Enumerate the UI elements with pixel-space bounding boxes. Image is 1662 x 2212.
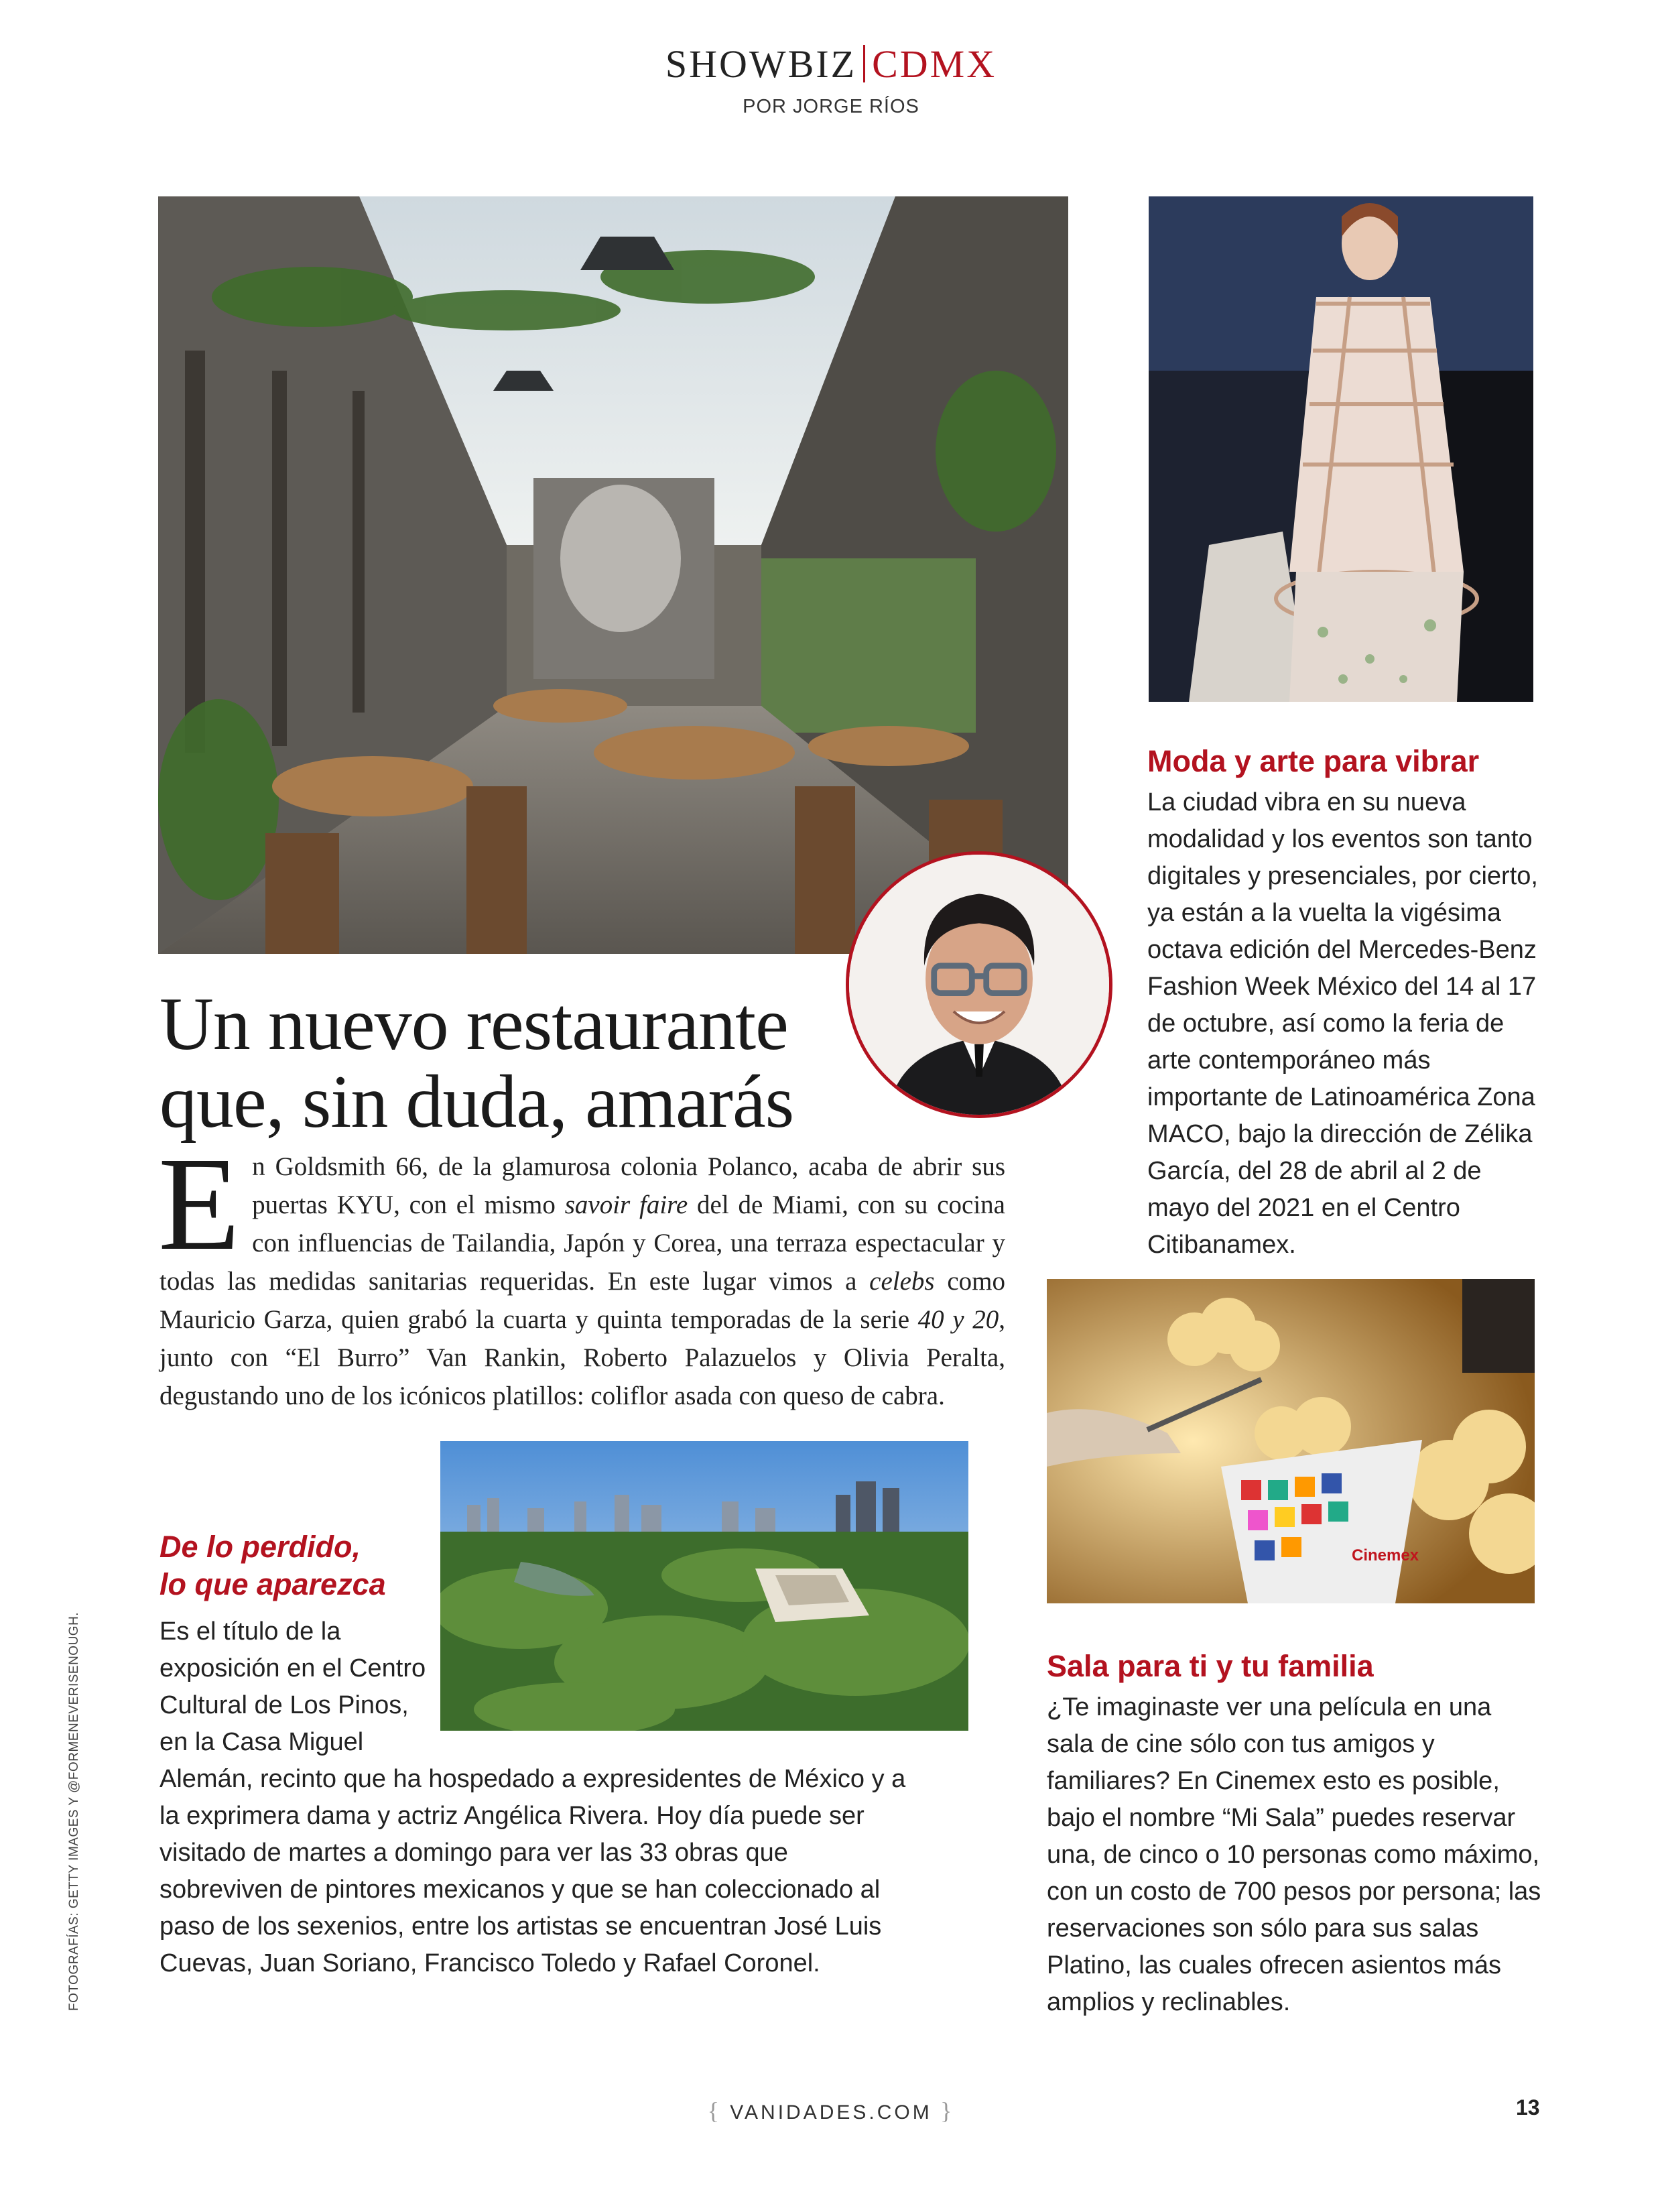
- section-title: [0, 42, 1662, 86]
- dropcap: E: [158, 1130, 241, 1278]
- popcorn-photo: [1047, 1279, 1535, 1603]
- restaurant-photo: [158, 196, 1068, 954]
- perdido-heading: [159, 1528, 441, 1603]
- city-park-photo: [440, 1441, 968, 1731]
- author-portrait: [846, 851, 1112, 1118]
- moda-body: La ciudad vibra en su nueva modalidad y los eventos son tanto digitales y presenciales, por cierto, ya están a la vuelta la vigésima octava edición del Mercedes-Benz Fashion Week México del 14 al 17 de octubre, así como la feria de arte contemporáneo más importante de Latinoamérica Zona MACO, bajo la dirección de Zélika García, del 28 de abril al 2 de mayo del 2021 en el Centro Citibanamex.: [1147, 788, 1538, 1259]
- body-italic: 40 y 20: [917, 1305, 999, 1334]
- main-story-body: [158, 1130, 1005, 1415]
- sala-heading: Sala para ti y tu familia: [1047, 1649, 1374, 1683]
- brace-open: {: [707, 2097, 722, 2124]
- perdido-body-bottom: Alemán, recinto que ha hospedado a expresidentes de México y a la exprimera dama y actriz Angélica Rivera. Hoy día puede ser visitado de martes a domingo para ver las 33 obras que sobreviven de pintores mexicanos y que se han coleccionado al paso de los sexenios, entre los artistas se encuentran José Luis Cuevas, Juan Soriano, Francisco Toledo y Rafael Coronel.: [159, 1765, 906, 1977]
- headline-line-1: Un nuevo restaurante: [159, 983, 788, 1066]
- headline-line-2: que, sin duda, amarás: [159, 1060, 794, 1144]
- body-italic: celebs: [869, 1267, 935, 1296]
- body-italic: savoir faire: [564, 1190, 688, 1219]
- photo-credit: [48, 1611, 88, 2212]
- section-divider: [863, 45, 865, 82]
- sala-body: ¿Te imaginaste ver una película en una sala de cine sólo con tus amigos y familiares? En Cinemex esto es posible, bajo el nombre “Mi Sala” puedes reservar una, de cinco o 10 personas como máximo, con un costo de 700 pesos por persona; las reservaciones son sólo para sus salas Platino, las cuales ofrecen asientos más amplios y reclinables.: [1047, 1693, 1541, 2016]
- perdido-body-top: Es el título de la exposición en el Centro Cultural de Los Pinos, en la Casa Miguel: [159, 1617, 426, 1756]
- runway-photo: [1149, 196, 1533, 702]
- moda-heading: Moda y arte para vibrar: [1147, 744, 1480, 778]
- page-number: 13: [1516, 2095, 1540, 2119]
- body-text: como Mauricio Garza, quien grabó la cuarta y quinta temporadas de la serie: [159, 1267, 1005, 1334]
- page-footer: [0, 2097, 1662, 2125]
- headline: [159, 983, 877, 1144]
- page-header: [0, 42, 1662, 118]
- perdido-heading-line-2: lo que aparezca: [159, 1567, 386, 1601]
- perdido-heading-line-1: De lo perdido,: [159, 1530, 361, 1564]
- photo-credit-text: FOTOGRAFÍAS: GETTY IMAGES Y @FORMENEVERISENOUGH.: [67, 1611, 81, 2011]
- footer-site-link[interactable]: VANIDADES.COM: [730, 2101, 932, 2124]
- section-city: CDMX: [872, 42, 997, 86]
- body-text: , junto con “El Burro” Van Rankin, Roberto Palazuelos y Olivia Peralta, degustando uno de los icónicos platillos: coliflor asada con queso de cabra.: [159, 1305, 1005, 1410]
- body-text: n Goldsmith 66, de la glamurosa colonia Polanco, acaba de abrir sus puertas KYU, con el mismo: [252, 1152, 1005, 1219]
- body-text: del de Miami, con su cocina con influencias de Tailandia, Japón y Corea, una terraza espectacular y todas las medidas sanitarias requeridas. En este lugar vimos a: [159, 1190, 1005, 1296]
- byline: POR JORGE RÍOS: [743, 96, 919, 117]
- section-name: SHOWBIZ: [665, 42, 857, 86]
- brace-close: }: [940, 2097, 955, 2124]
- popcorn-box-label: Cinemex: [1352, 1546, 1419, 1564]
